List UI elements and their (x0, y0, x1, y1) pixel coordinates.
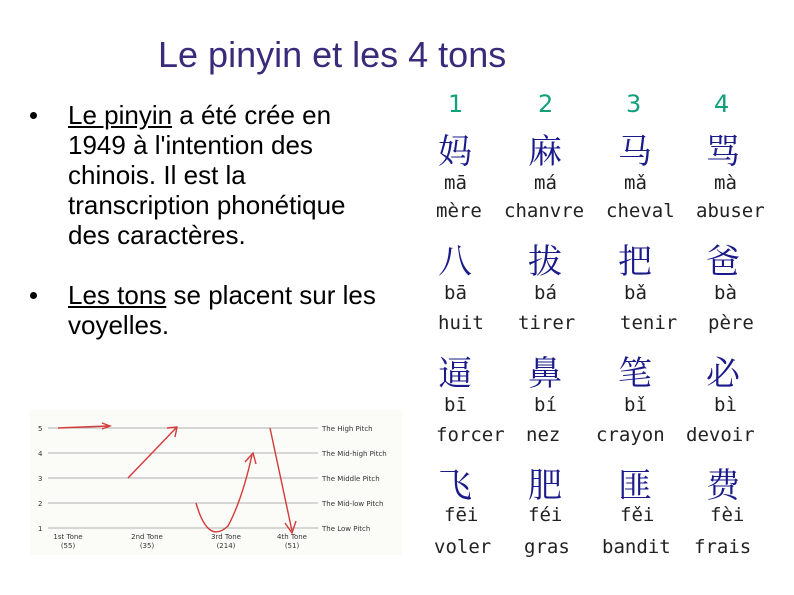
tone-number: 4 (714, 90, 730, 118)
pitch-label: The Middle Pitch (322, 475, 380, 483)
french-meaning: chanvre (504, 200, 585, 222)
level-label: 3 (38, 475, 43, 483)
hanzi-char: 必 (706, 354, 740, 394)
french-meaning: frais (694, 536, 752, 558)
hanzi-char: 鼻 (528, 354, 562, 394)
bullet-dot-icon (30, 112, 37, 119)
french-meaning: devoir (686, 424, 755, 446)
pinyin-syllable: bí (534, 394, 557, 416)
bullet-text: a été crée en 1949 à l'intention des chinois. Il est la transcription phonétique des caractères. (68, 100, 346, 250)
level-label: 2 (38, 500, 43, 508)
level-label: 5 (38, 425, 43, 433)
pitch-label: The Mid-low Pitch (322, 500, 384, 508)
bullet-underlined-term: Le pinyin (68, 100, 173, 130)
level-label: 1 (38, 525, 43, 533)
hanzi-char: 骂 (706, 132, 740, 172)
hanzi-char: 逼 (438, 354, 472, 394)
pinyin-syllable: fèi (710, 504, 745, 526)
tone-examples-table (430, 88, 780, 563)
tone-pitch-diagram (30, 410, 402, 555)
french-meaning: crayon (596, 424, 665, 446)
pinyin-syllable: má (534, 172, 557, 194)
hanzi-char: 把 (618, 242, 652, 282)
hanzi-char: 肥 (528, 466, 562, 506)
hanzi-char: 麻 (528, 132, 562, 172)
hanzi-char: 八 (438, 242, 472, 282)
slide-title: Le pinyin et les 4 tons (158, 34, 507, 75)
tone-3-curve (196, 455, 252, 532)
french-meaning: mère (436, 200, 482, 222)
french-meaning: abuser (696, 200, 765, 222)
pitch-label: The Mid-high Pitch (322, 450, 387, 458)
hanzi-char: 妈 (438, 132, 472, 172)
french-meaning: voler (434, 536, 492, 558)
pinyin-syllable: mǎ (624, 172, 647, 194)
hanzi-char: 笔 (618, 354, 652, 394)
tone-name-label: 4th Tone (277, 533, 307, 541)
french-meaning: tenir (620, 312, 678, 334)
french-meaning: père (708, 312, 754, 334)
tone-name-label: 3rd Tone (211, 533, 241, 541)
hanzi-char: 匪 (618, 466, 652, 506)
french-meaning: forcer (436, 424, 505, 446)
tone-number: 3 (626, 90, 642, 118)
tone-number: 2 (538, 90, 554, 118)
bullet-item-pinyin (30, 100, 380, 250)
hanzi-char: 马 (618, 132, 652, 172)
hanzi-char: 费 (706, 466, 740, 506)
bullet-item-tons (30, 280, 380, 340)
french-meaning: tirer (518, 312, 576, 334)
bullet-underlined-term: Les tons (68, 280, 167, 310)
bullet-list (30, 100, 380, 370)
tone-pitch-svg (30, 410, 402, 555)
pitch-label: The High Pitch (322, 425, 373, 433)
pinyin-syllable: bǎ (624, 282, 647, 304)
pinyin-syllable: bī (444, 394, 467, 416)
bullet-dot-icon (30, 292, 37, 299)
pinyin-syllable: fěi (620, 504, 655, 526)
tone-code-label: (35) (139, 542, 155, 550)
tone-code-label: (51) (284, 542, 300, 550)
bullet-text: se placent sur les voyelles. (68, 280, 376, 340)
pinyin-syllable: bà (714, 282, 737, 304)
pinyin-syllable: bǐ (624, 394, 647, 416)
tone-name-label: 1st Tone (53, 533, 83, 541)
pinyin-syllable: féi (528, 504, 563, 526)
french-meaning: huit (438, 312, 484, 334)
pinyin-syllable: mā (444, 172, 467, 194)
hanzi-char: 爸 (706, 242, 740, 282)
french-meaning: nez (526, 424, 561, 446)
pinyin-syllable: fēi (444, 504, 479, 526)
level-label: 4 (38, 450, 43, 458)
tone-number: 1 (448, 90, 464, 118)
french-meaning: gras (524, 536, 570, 558)
tone-name-label: 2nd Tone (131, 533, 163, 541)
pinyin-syllable: bì (714, 394, 737, 416)
pinyin-syllable: bá (534, 282, 557, 304)
french-meaning: cheval (606, 200, 675, 222)
hanzi-char: 飞 (438, 466, 472, 506)
tone-code-label: (55) (60, 542, 76, 550)
french-meaning: bandit (602, 536, 671, 558)
pitch-label: The Low Pitch (322, 525, 371, 533)
tone-4-curve (270, 428, 292, 531)
pinyin-syllable: bā (444, 282, 467, 304)
hanzi-char: 拔 (528, 242, 562, 282)
tone-code-label: (214) (216, 542, 236, 550)
pinyin-syllable: mà (714, 172, 737, 194)
